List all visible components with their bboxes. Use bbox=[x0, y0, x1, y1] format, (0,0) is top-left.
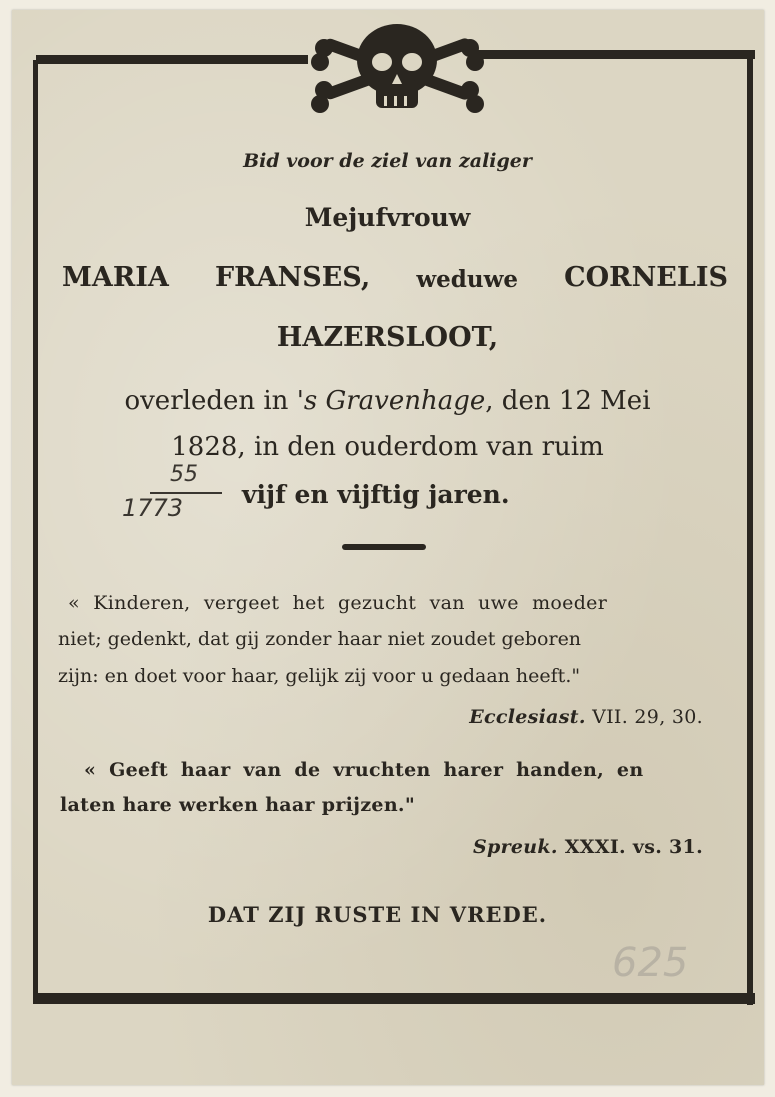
skull-crossbones-icon bbox=[310, 18, 485, 118]
quote1-line2: niet; gedenkt, dat gij zonder haar niet zoudet geboren bbox=[58, 628, 582, 650]
section-divider bbox=[342, 544, 426, 550]
deceased-name-line1 bbox=[62, 262, 728, 293]
handwritten-age: 55 bbox=[170, 462, 198, 487]
quote2-line2: laten hare werken haar prijzen." bbox=[60, 794, 416, 816]
border-right bbox=[747, 55, 753, 1005]
surname: FRANSES, bbox=[214, 262, 371, 293]
pencil-catalog-number: 625 bbox=[612, 940, 689, 986]
quote1-reference: Ecclesiast. VII. 29, 30. bbox=[469, 706, 703, 728]
widow-label: weduwe bbox=[416, 266, 519, 293]
quote2-reference: Spreuk. XXXI. vs. 31. bbox=[473, 836, 703, 858]
death-year-line: 1828, in den ouderdom van ruim bbox=[171, 432, 604, 462]
prayer-line: Bid voor de ziel van zaliger bbox=[243, 150, 532, 172]
quote2-line1: « Geeft haar van de vruchten harer handen, en bbox=[84, 759, 644, 781]
closing-line: DAT ZIJ RUSTE IN VREDE. bbox=[207, 902, 548, 927]
border-left bbox=[33, 60, 38, 998]
age-line: vijf en vijftig jaren. bbox=[242, 480, 510, 509]
deceased-name-line2: HAZERSLOOT, bbox=[276, 322, 499, 353]
first-name: MARIA bbox=[62, 262, 169, 293]
husband-first-name: CORNELIS bbox=[564, 262, 728, 293]
quote1-line1: « Kinderen, vergeet het gezucht van uwe moeder bbox=[68, 592, 608, 614]
handwritten-birth-year: 1773 bbox=[122, 494, 184, 522]
border-top-right bbox=[477, 50, 755, 59]
border-bottom bbox=[33, 993, 755, 1004]
honorific-title: Mejufvrouw bbox=[304, 203, 471, 232]
quote1-line3: zijn: en doet voor haar, gelijk zij voor u gedaan heeft." bbox=[58, 665, 581, 687]
border-top-left bbox=[36, 55, 308, 64]
death-place: 's Gravenhage bbox=[296, 386, 486, 416]
death-place-line: overleden in 's Gravenhage, den 12 Mei bbox=[124, 386, 651, 416]
